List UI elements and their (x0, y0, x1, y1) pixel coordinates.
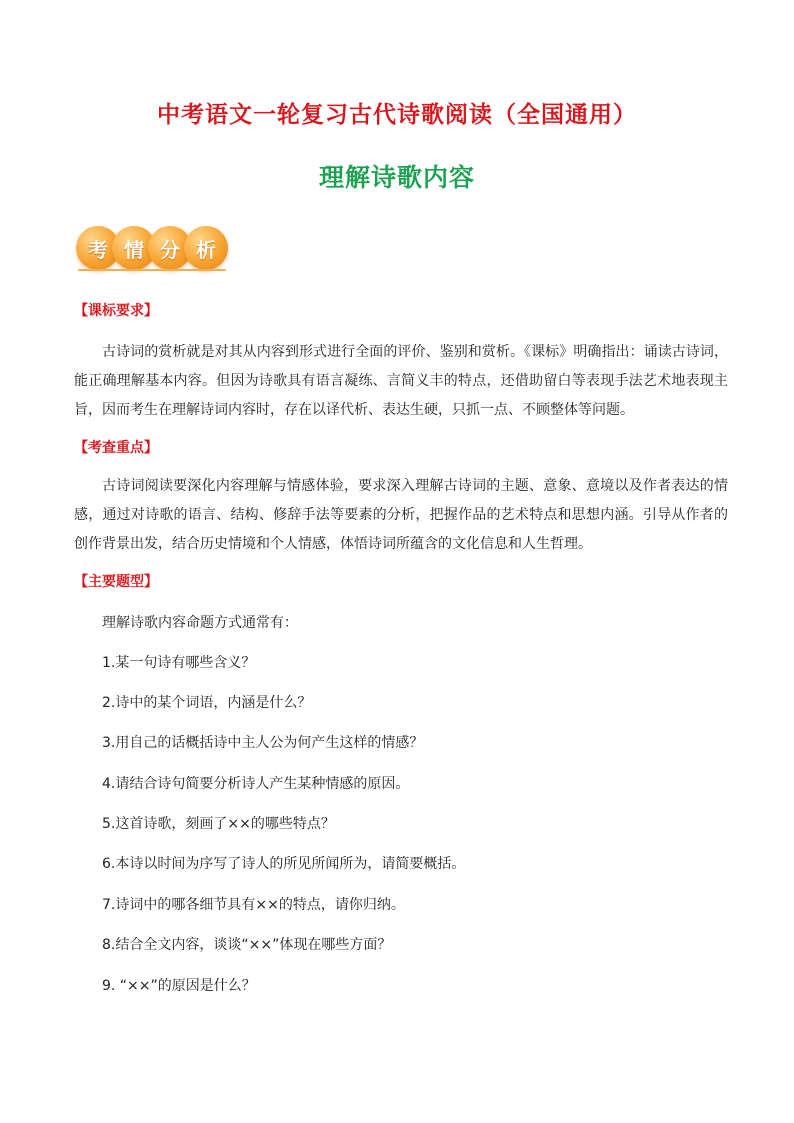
badge-underline (78, 269, 226, 271)
page-subtitle: 理解诗歌内容 (318, 163, 475, 192)
list-item: 9. “××”的原因是什么？ (102, 978, 256, 994)
section-heading-question-types: 【主要题型】 (74, 574, 158, 590)
section-paragraph-curriculum: 古诗词的赏析就是对其从内容到形式进行全面的评价、鉴别和赏析。《课标》明确指出：诵读古诗词，能正确理解基本内容。但因为诗歌具有语言凝练、言简义丰的特点，还借助留白等表现手法艺术地表现主旨，因而考生在理解诗词内容时，存在以译代析、表达生硬，只抓一点、不顾整体等问题。 (74, 344, 728, 418)
list-item: 1.某一句诗有哪些含义？ (102, 655, 256, 671)
list-item: 4.请结合诗句简要分析诗人产生某种情感的原因。 (102, 776, 410, 792)
list-item: 5.这首诗歌，刻画了××的哪些特点？ (102, 816, 335, 832)
question-types-intro: 理解诗歌内容命题方式通常有： (102, 615, 298, 631)
badge-char-1: 考 (76, 226, 120, 270)
list-item: 6.本诗以时间为序写了诗人的所见所闻所为，请简要概括。 (102, 856, 466, 872)
page-title: 中考语文一轮复习古代诗歌阅读（全国通用） (157, 101, 637, 128)
badge-char-4: 析 (184, 226, 228, 270)
list-item: 2.诗中的某个词语，内涵是什么？ (102, 695, 312, 711)
list-item: 8.结合全文内容，谈谈“××”体现在哪些方面？ (102, 937, 392, 953)
badge-char-2: 情 (112, 226, 156, 270)
section-heading-focus: 【考查重点】 (74, 440, 158, 456)
list-item: 7.诗词中的哪各细节具有××的特点，请你归纳。 (102, 897, 405, 913)
list-item: 3.用自己的话概括诗中主人公为何产生这样的情感？ (102, 735, 424, 751)
section-heading-curriculum: 【课标要求】 (74, 303, 158, 319)
badge-char-3: 分 (148, 226, 192, 270)
section-paragraph-focus: 古诗词阅读要深化内容理解与情感体验，要求深入理解古诗词的主题、意象、意境以及作者表达的情感，通过对诗歌的语言、结构、修辞手法等要素的分析，把握作品的艺术特点和思想内涵。引导从作者的创作背景出发，结合历史情境和个人情感，体悟诗词所蕴含的文化信息和人生哲理。 (74, 478, 728, 552)
